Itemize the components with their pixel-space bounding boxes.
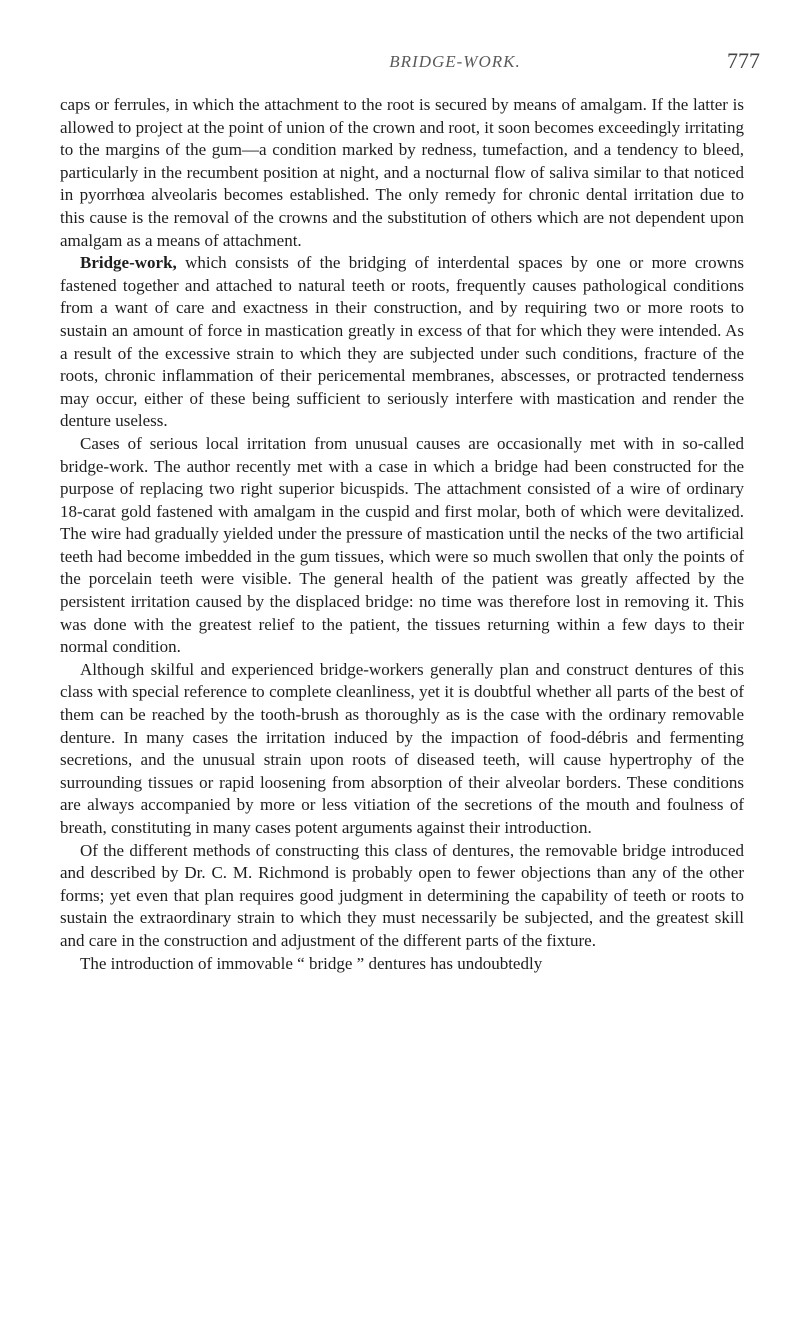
paragraph-6-text: The introduction of immovable “ bridge ” dentures has undoubtedly [80,953,543,973]
paragraph-6 [60,953,744,976]
paragraph-1-text: caps or ferrules, in which the attachment to the root is secured by means of amalgam. If the latter is allowed to project at the point of union of the crown and root, it soon becomes exceedingly irritating to the margins of the gum—a condition marked by redness, tumefaction, and a tendency to bleed, particularly in the recumbent position at night, and a nocturnal flow of saliva similar to that noticed in pyorrhœa alveolaris becomes established. The only remedy for chronic dental irritation due to this cause is the removal of the crowns and the substitution of others which are not dependent upon amalgam as a means of attachment. [60,95,744,250]
paragraph-2 [60,252,744,433]
paragraph-2-term: Bridge-work, [80,253,177,273]
body-text [60,94,744,975]
page-number: 777 [727,48,760,73]
paragraph-5 [60,840,744,953]
page-header [150,48,760,80]
paragraph-3-text: Cases of serious local irritation from unusual causes are occasionally met with in so-called bridge-work. The author recently met with a case in which a bridge had been constructed for the purpose of replacing two right superior bicuspids. The attachment consisted of a wire of ordinary 18-carat gold fastened with amalgam in the cuspid and first molar, both of which were devitalized. The wire had gradually yielded under the pressure of mastication until the necks of the two artificial teeth had become imbedded in the gum tissues, which were so much swollen that only the points of the porcelain teeth were visible. The general health of the patient was greatly affected by the persistent irritation caused by the displaced bridge: no time was therefore lost in removing it. This was done with the greatest relief to the patient, the tissues returning within a few days to their normal condition. [60,433,744,657]
paragraph-1 [60,94,744,252]
paragraph-2-text: which consists of the bridging of interdental spaces by one or more crowns fastened together and attached to natural teeth or roots, frequently causes pathological conditions from a want of care and exactness in their construction, and by requiring two or more roots to sustain an amount of force in mastication greatly in excess of that for which they were intended. As a result of the excessive strain to which they are subjected under such conditions, fracture of the roots, chronic inflammation of their pericemental membranes, abscesses, or protracted tenderness may occur, either of these being sufficient to seriously interfere with mastication and render the denture useless. [60,253,744,431]
running-title: BRIDGE-WORK. [389,52,521,71]
paragraph-3 [60,433,744,659]
paragraph-5-text: Of the different methods of constructing this class of dentures, the removable bridge introduced and described by Dr. C. M. Richmond is probably open to fewer objections than any of the other forms; yet even that plan requires good judgment in determining the capability of teeth or roots to sustain the extraordinary strain to which they must necessarily be subjected, and the greatest skill and care in the construction and adjustment of the different parts of the fixture. [60,840,744,950]
paragraph-4-text: Although skilful and experienced bridge-workers generally plan and construct dentures of this class with special reference to complete cleanliness, yet it is doubtful whether all parts of the best of them can be reached by the tooth-brush as thoroughly as is the case with the ordinary removable denture. In many cases the irritation induced by the impaction of food-débris and fermenting secretions, and the unusual strain upon roots of diseased teeth, will cause hypertrophy of the surrounding tissues or rapid loosening from absorption of their alveolar borders. These conditions are always accompanied by more or less vitiation of the secretions of the mouth and foulness of breath, constituting in many cases potent arguments against their introduction. [60,659,744,837]
paragraph-4 [60,659,744,840]
